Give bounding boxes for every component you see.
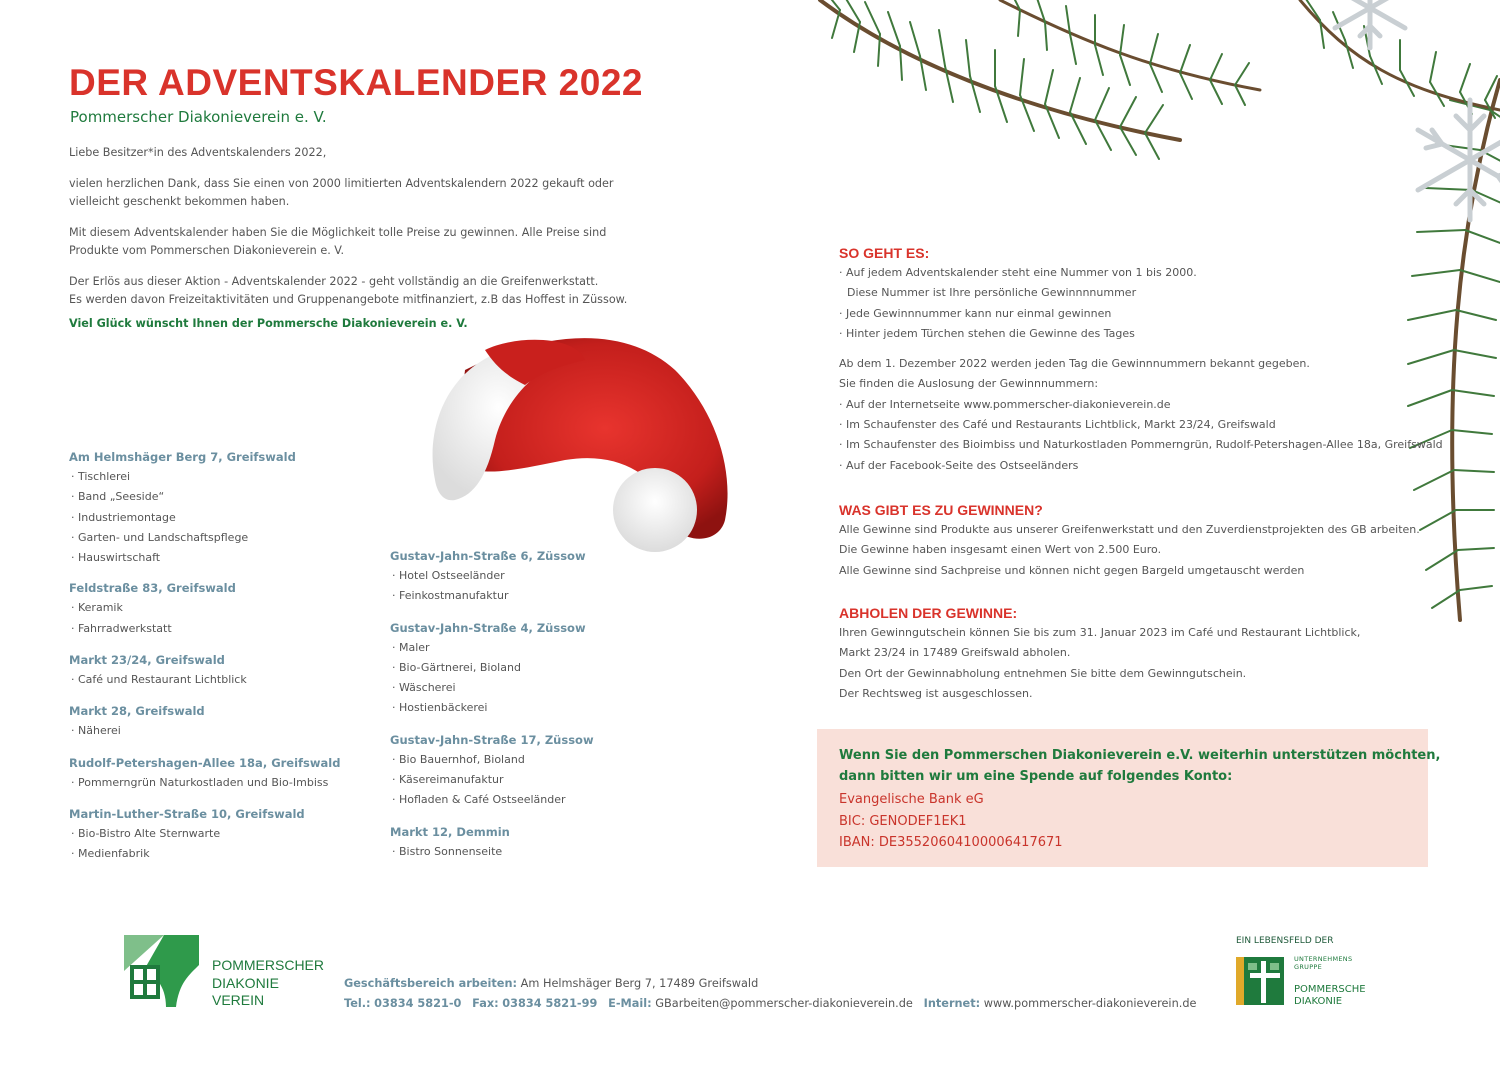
how-section: [839, 243, 1443, 476]
tel-number: 03834 5821-0: [374, 996, 462, 1010]
pdv-logo-line: VEREIN: [212, 992, 265, 1008]
intro-wish: Viel Glück wünscht Ihnen der Pommersche Diakonieverein e. V.: [69, 317, 468, 330]
donation-line: Wenn Sie den Pommerschen Diakonieverein e.V. weiterhin unterstützen möchten,: [839, 748, 1441, 763]
email-address[interactable]: GBarbeiten@pommerscher-diakonieverein.de: [655, 996, 913, 1010]
web-label: Internet:: [923, 996, 981, 1010]
location-title: Martin-Luther-Straße 10, Greifswald: [69, 806, 305, 821]
location-item: · Hostienbäckerei: [390, 698, 690, 718]
location-item: · Bio-Bistro Alte Sternwarte: [69, 824, 379, 844]
locations-left: [69, 447, 379, 876]
location-title: Feldstraße 83, Greifswald: [69, 581, 236, 596]
email-label: E-Mail:: [608, 996, 652, 1010]
pickup-line: Markt 23/24 in 17489 Greifswald abholen.: [839, 646, 1071, 660]
location-title: Gustav-Jahn-Straße 6, Züssow: [390, 549, 586, 563]
location-item: · Feinkostmanufaktur: [390, 586, 690, 606]
dept-address: Am Helmshäger Berg 7, 17489 Greifswald: [520, 977, 759, 990]
location-item: · Hotel Ostseeländer: [390, 566, 690, 586]
pickup-heading: ABHOLEN DER GEWINNE:: [839, 605, 1018, 621]
pdv-logo: [124, 935, 199, 1007]
donation-box: [817, 729, 1441, 867]
intro-text: [69, 144, 649, 346]
location-title: Am Helmshäger Berg 7, Greifswald: [69, 450, 296, 464]
location: [69, 578, 379, 639]
location: [69, 447, 379, 568]
pd-line: POMMERSCHE: [1294, 984, 1366, 995]
location-item: · Pommerngrün Naturkostladen und Bio-Imbiss: [69, 773, 379, 793]
page-subtitle: Pommerscher Diakonieverein e. V.: [70, 108, 327, 126]
location-title: Markt 28, Greifswald: [69, 704, 205, 719]
footer-contact: [344, 974, 1196, 1013]
location-item: · Näherei: [69, 721, 379, 741]
win-heading: WAS GIBT ES ZU GEWINNEN?: [839, 502, 1043, 518]
location-item: · Bio Bauernhof, Bioland: [390, 750, 690, 770]
intro-thanks: vielen herzlichen Dank, dass Sie einen von 2000 limitierten Adventskalendern 2022 gekauft oder vielleicht geschenkt bekommen haben.: [69, 177, 614, 208]
how-paragraph: Ab dem 1. Dezember 2022 werden jeden Tag die Gewinnnummern bekannt gegeben.: [839, 357, 1310, 371]
location-item: · Medienfabrik: [69, 844, 379, 864]
pickup-line: Den Ort der Gewinnabholung entnehmen Sie bitte dem Gewinngutschein.: [839, 666, 1247, 680]
fax-label: Fax:: [472, 996, 499, 1010]
how-bullet: · Auf jedem Adventskalender steht eine Nummer von 1 bis 2000.: [839, 263, 1439, 283]
location-item: · Bio-Gärtnerei, Bioland: [390, 658, 690, 678]
dept-label: Geschäftsbereich arbeiten:: [344, 977, 518, 990]
locations-right: [390, 546, 690, 873]
location-item: · Wäscherei: [390, 678, 690, 698]
pdv-logo-line: DIAKONIE: [212, 974, 279, 991]
location: [69, 650, 379, 690]
how-channel: · Auf der Internetseite www.pommerscher-diakonieverein.de: [839, 395, 1439, 415]
pickup-line: Der Rechtsweg ist ausgeschlossen.: [839, 686, 1033, 700]
tel-label: Tel.:: [344, 996, 371, 1010]
location-item: · Keramik: [69, 598, 379, 618]
location-item: · Café und Restaurant Lichtblick: [69, 670, 379, 690]
lebensfeld-label: EIN LEBENSFELD DER: [1236, 936, 1334, 946]
intro-prizes: Mit diesem Adventskalender haben Sie die Möglichkeit tolle Preise zu gewinnen. Alle Preise sind Produkte vom Pommerschen Diakonieverein e. V.: [69, 226, 607, 257]
how-bullet: · Jede Gewinnnummer kann nur einmal gewinnen: [839, 304, 1439, 324]
footer-line-2: [344, 994, 1196, 1014]
location-item: · Hauswirtschaft: [69, 548, 379, 568]
win-line: Die Gewinne haben insgesamt einen Wert von 2.500 Euro.: [839, 543, 1162, 557]
location-title: Markt 12, Demmin: [390, 824, 510, 839]
how-channel: · Im Schaufenster des Café und Restaurants Lichtblick, Markt 23/24, Greifswald: [839, 415, 1439, 435]
donation-text: [839, 745, 1440, 787]
location-item: · Maler: [390, 638, 690, 658]
pdv-logo-text: [212, 957, 324, 1010]
web-address[interactable]: www.pommerscher-diakonieverein.de: [983, 996, 1197, 1010]
location-item: · Käsereimanufaktur: [390, 770, 690, 790]
win-section: [839, 500, 1439, 581]
bank-details: [839, 789, 1063, 854]
location-title: Gustav-Jahn-Straße 17, Züssow: [390, 732, 594, 747]
bank-name: Evangelische Bank eG: [839, 792, 984, 807]
location: [69, 753, 379, 793]
pickup-line: Ihren Gewinngutschein können Sie bis zum 31. Januar 2023 im Café und Restaurant Lichtblick,: [839, 626, 1361, 639]
location-item: · Hofladen & Café Ostseeländer: [390, 790, 690, 810]
ug-line: UNTERNEHMENS: [1294, 955, 1353, 963]
location: [390, 618, 690, 719]
how-heading: SO GEHT ES:: [839, 245, 930, 261]
how-channel: · Im Schaufenster des Bioimbiss und Naturkostladen Pommerngrün, Rudolf-Petershagen-Allee 18a, Greifswald: [839, 435, 1439, 455]
donation-line: dann bitten wir um eine Spende auf folgendes Konto:: [839, 769, 1233, 784]
location-item: · Industriemontage: [69, 508, 379, 528]
location-item: · Garten- und Landschaftspflege: [69, 528, 379, 548]
ug-line: GRUPPE: [1294, 963, 1323, 971]
pickup-section: [839, 603, 1439, 704]
page-title: DER ADVENTSKALENDER 2022: [69, 62, 643, 103]
pd-text: [1294, 984, 1366, 1008]
santa-hat-image: [425, 330, 745, 575]
location-item: · Tischlerei: [69, 467, 379, 487]
intro-proceeds: [69, 273, 649, 309]
location-item: · Fahrradwerkstatt: [69, 619, 379, 639]
bank-bic: BIC: GENODEF1EK1: [839, 813, 967, 829]
location: [390, 730, 690, 811]
fax-number: 03834 5821-99: [502, 996, 598, 1010]
intro-proceeds-2: Es werden davon Freizeitaktivitäten und Gruppenangebote mitfinanziert, z.B das Hoffest in Züssow.: [69, 293, 628, 306]
intro-greeting: Liebe Besitzer*in des Adventskalenders 2022,: [69, 146, 327, 159]
how-bullet-cont: Diese Nummer ist Ihre persönliche Gewinnnnummer: [847, 286, 1137, 300]
location: [390, 546, 690, 607]
how-channel: · Auf der Facebook-Seite des Ostseeländers: [839, 456, 1439, 476]
location: [390, 822, 690, 862]
ug-pd-logo: [1236, 957, 1284, 1005]
location-item: · Bistro Sonnenseite: [390, 842, 690, 862]
win-line: Alle Gewinne sind Sachpreise und können nicht gegen Bargeld umgetauscht werden: [839, 563, 1305, 577]
win-line: Alle Gewinne sind Produkte aus unserer Greifenwerkstatt und den Zuverdienstprojekten des GB arbeiten.: [839, 523, 1420, 536]
location-title: Rudolf-Petershagen-Allee 18a, Greifswald: [69, 755, 341, 770]
how-bullet: · Hinter jedem Türchen stehen die Gewinne des Tages: [839, 324, 1439, 344]
location: [69, 804, 379, 865]
pd-line: DIAKONIE: [1294, 996, 1343, 1007]
location-item: · Band „Seeside“: [69, 487, 379, 507]
footer-line-1: [344, 974, 1196, 994]
location-title: Gustav-Jahn-Straße 4, Züssow: [390, 620, 586, 635]
ug-text: [1294, 955, 1352, 971]
location: [69, 701, 379, 741]
bank-iban: IBAN: DE35520604100006417671: [839, 835, 1063, 850]
location-title: Markt 23/24, Greifswald: [69, 653, 225, 668]
pdv-logo-line: POMMERSCHER: [212, 957, 325, 973]
how-paragraph: Sie finden die Auslosung der Gewinnnummern:: [839, 377, 1099, 391]
intro-proceeds-1: Der Erlös aus dieser Aktion - Adventskalender 2022 - geht vollständig an die Greifenwerkstatt.: [69, 275, 599, 288]
